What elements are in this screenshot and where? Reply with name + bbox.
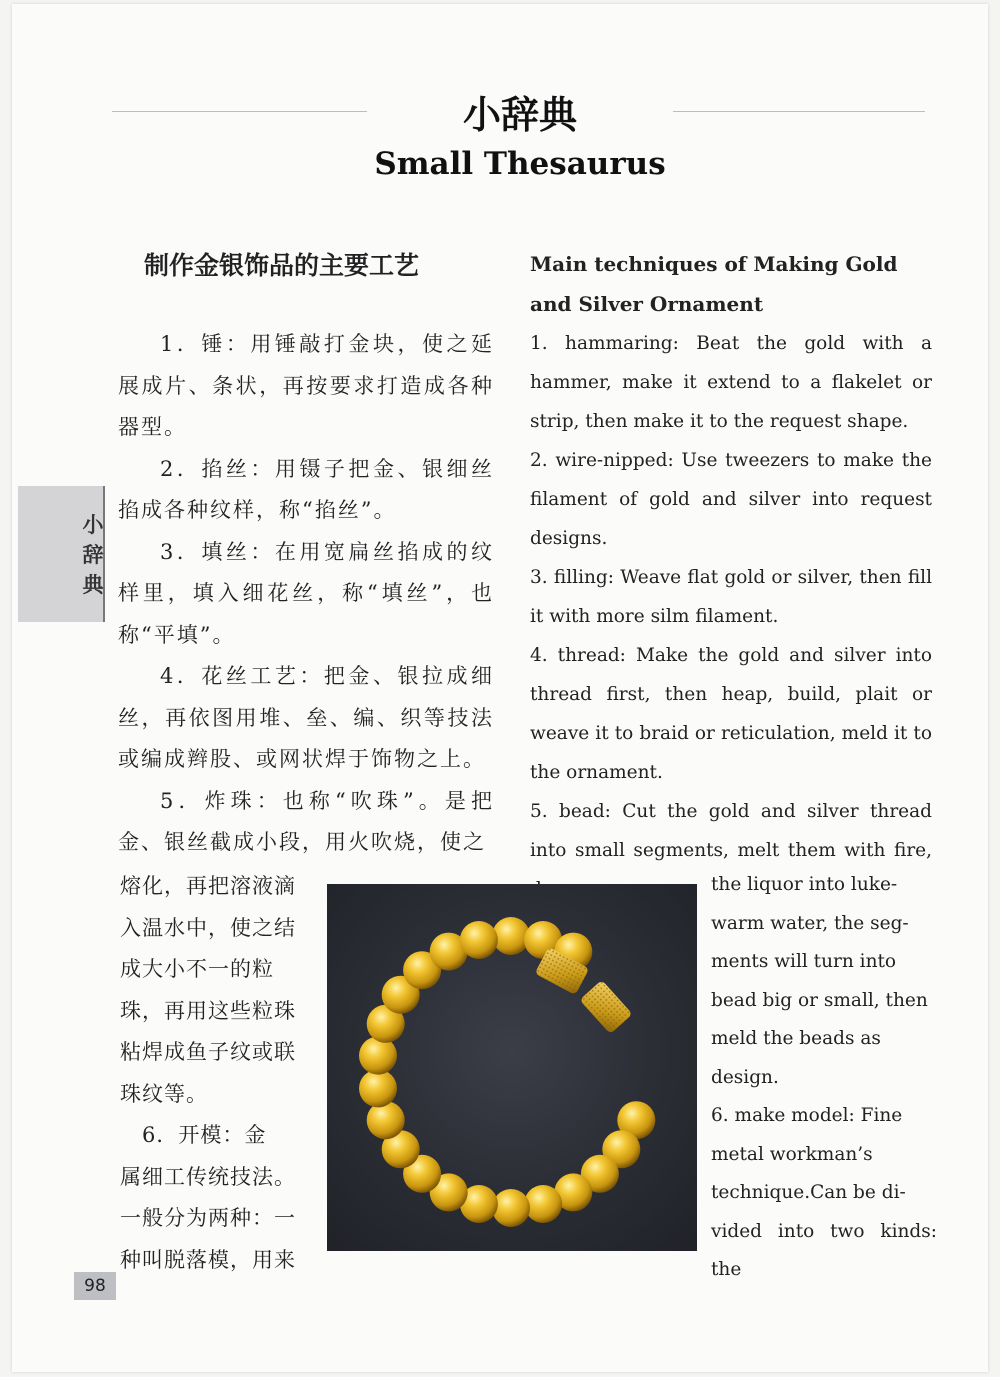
chinese-wrap-line: 种叫脱落模，用来: [120, 1247, 296, 1272]
gold-bead: [359, 1069, 397, 1107]
english-wrap-line: the liquor into luke-: [711, 874, 898, 895]
english-heading: Main techniques of Making Gold and Silver Ornament: [530, 252, 898, 316]
chinese-item-3: 3．填丝：在用宽扁丝掐成的纹样里，填入细花丝，称“填丝”，也称“平填”。: [118, 539, 494, 647]
english-wrap-line: metal workman’s: [711, 1143, 873, 1165]
page-title-chinese: 小辞典: [462, 93, 577, 137]
chinese-wrap-text: [120, 866, 316, 1281]
english-wrap-line: meld the beads as: [711, 1028, 881, 1049]
gold-bead: [524, 1185, 562, 1223]
chinese-item-1: 1．锤：用锤敲打金块，使之延展成片、条状，再按要求打造成各种器型。: [118, 332, 494, 439]
chinese-wrap-line: 珠，再用这些粒珠: [120, 998, 296, 1023]
clasp-bead-2: [579, 980, 632, 1034]
english-wrap-line: bead big or small, then: [711, 989, 928, 1011]
chinese-wrap-line: 粘焊成鱼子纹或联: [120, 1040, 296, 1064]
chinese-heading: 制作金银饰品的主要工艺: [144, 251, 420, 280]
english-item-5: 5. bead: Cut the gold and silver thread into small segments, melt them with fire,: [530, 801, 932, 861]
chinese-wrap-line: 成大小不一的粒: [120, 957, 274, 981]
english-wrap-text: [711, 866, 937, 1290]
chinese-wrap-line: 熔化，再把溶液滴: [120, 874, 296, 898]
english-wrap-line: design.: [711, 1066, 779, 1088]
english-wrap-line: warm water, the seg-: [711, 912, 909, 934]
page-number: 98: [74, 1272, 116, 1300]
chinese-wrap-line: 入温水中，使之结: [120, 915, 296, 940]
gold-bead: [492, 1189, 530, 1227]
english-column: [530, 244, 932, 909]
english-wrap-line: 6. make model: Fine: [711, 1105, 903, 1126]
chinese-wrap-line: 属细工传统技法。: [120, 1164, 296, 1189]
gold-bead-bracelet-photo: [327, 884, 697, 1251]
page-title-english: Small Thesaurus: [374, 146, 666, 182]
english-wrap-line: vided into two kinds: the: [711, 1220, 937, 1280]
gold-bead: [367, 1101, 405, 1139]
gold-bead: [359, 1037, 397, 1075]
gold-bead: [492, 917, 530, 955]
bracelet-illustration: [327, 884, 697, 1251]
english-item-2: 2. wire-nipped: Use tweezers to make the filament of gold and silver into request designs.: [530, 450, 932, 549]
english-wrap-line: ments will turn into: [711, 951, 897, 972]
chinese-wrap-line: 珠纹等。: [120, 1081, 208, 1106]
english-wrap-line: technique.Can be di-: [711, 1182, 906, 1203]
chinese-item-5: 5．炸珠：也称“吹珠”。是把金、银丝截成小段，用火吹烧，使之: [118, 788, 494, 854]
side-tab-label: 小辞典: [82, 513, 104, 597]
chinese-item-2: 2．掐丝：用镊子把金、银细丝掐成各种纹样，称“掐丝”。: [118, 456, 494, 522]
chinese-wrap-line: 6．开模：金: [120, 1123, 267, 1147]
english-item-4: 4. thread: Make the gold and silver into thread first, then heap, build, plait or weave it to braid or reticulation, meld it to the ornament.: [530, 645, 932, 783]
chinese-item-4: 4．花丝工艺：把金、银拉成细丝，再依图用堆、垒、编、织等技法或编成辫股、或网状焊于饰物之上。: [118, 664, 494, 771]
english-item-3: 3. filling: Weave flat gold or silver, then fill it with more silm filament.: [530, 567, 932, 627]
english-item-1: 1. hammaring: Beat the gold with a hammer, make it extend to a flakelet or strip, then make it to the request shape.: [530, 333, 932, 432]
chinese-wrap-line: 一般分为两种：一: [120, 1206, 296, 1230]
chinese-column: [118, 240, 494, 864]
side-tab: [18, 486, 105, 622]
gold-bead: [460, 921, 498, 959]
